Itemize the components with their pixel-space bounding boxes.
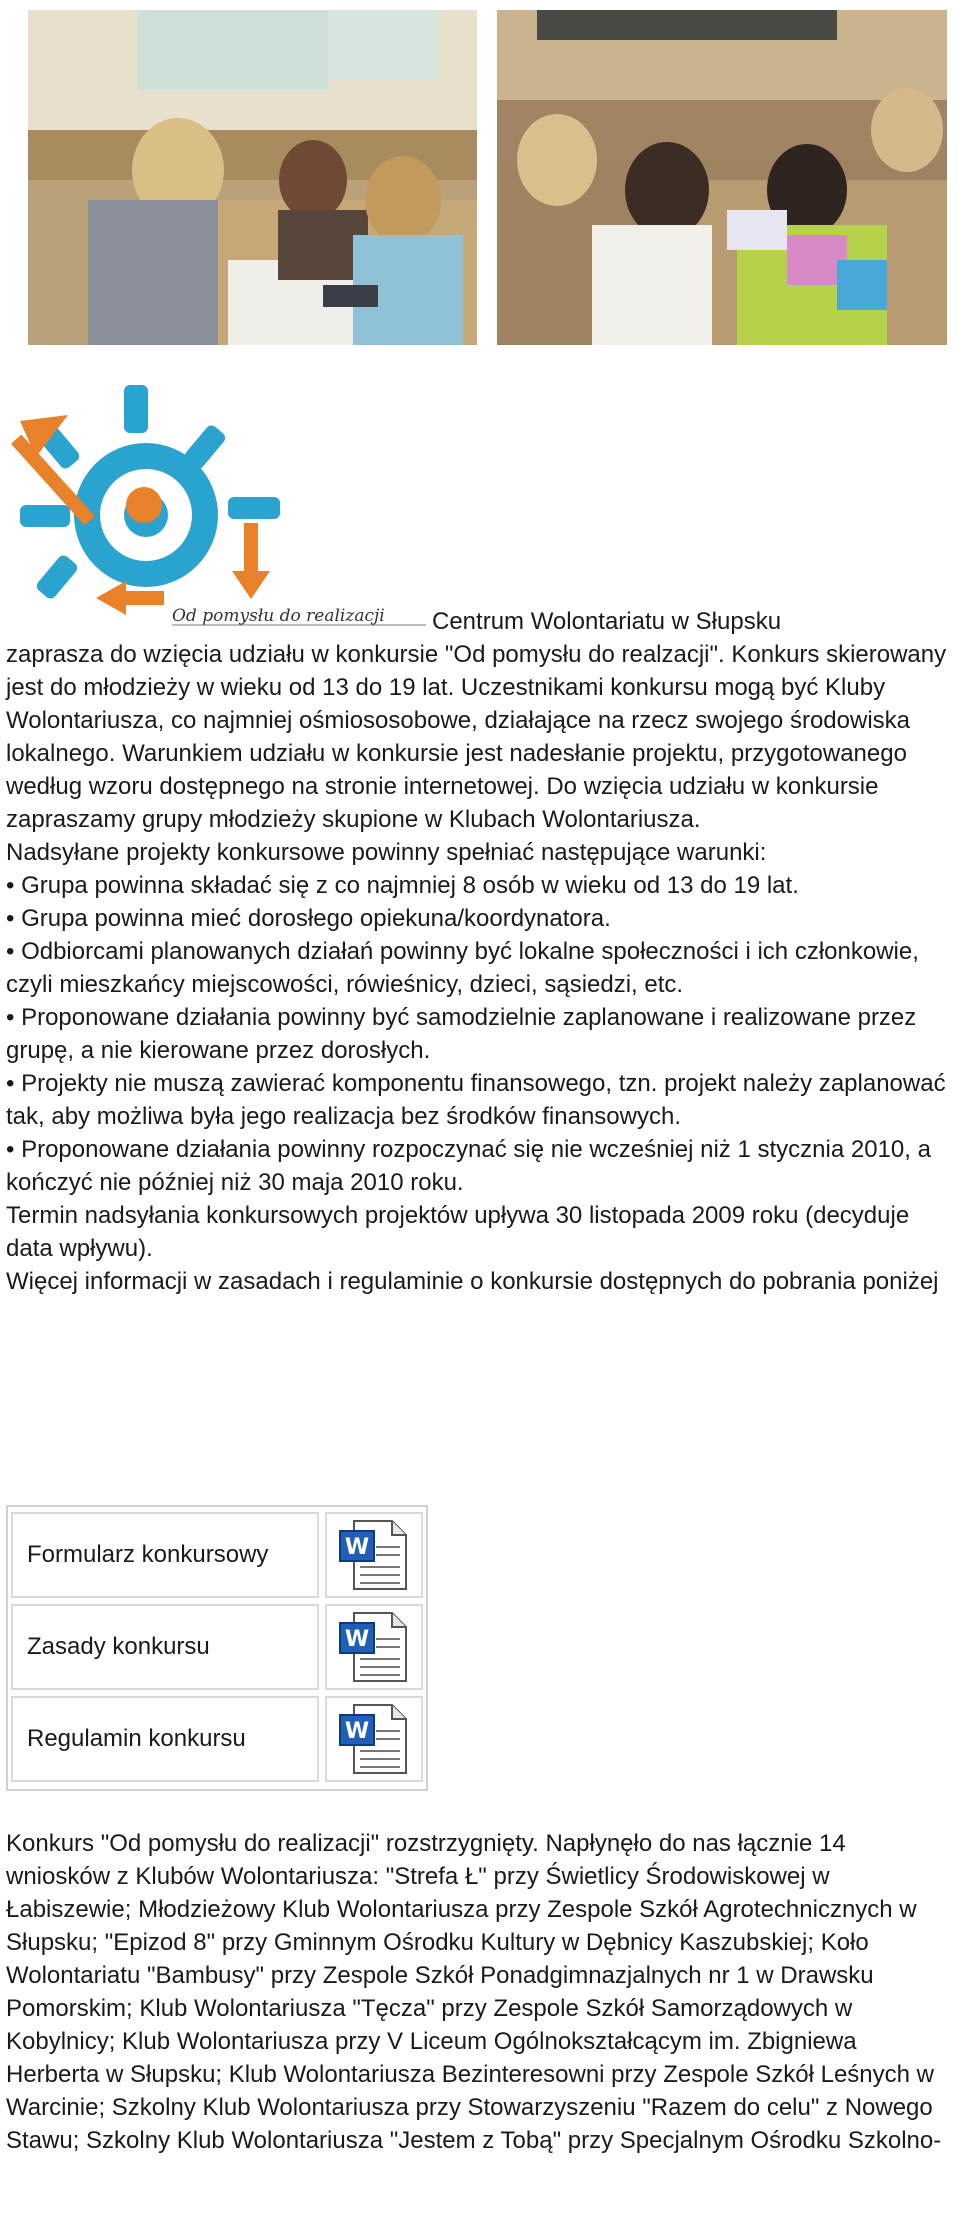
downloads-table <box>6 1505 428 1791</box>
download-link-formularz[interactable] <box>325 1512 423 1598</box>
condition-item: • Projekty nie muszą zawierać komponentu finansowego, tzn. projekt należy zaplanować tak, aby możliwa była jego realizacja bez środków finansowych. <box>6 1070 946 1130</box>
photo-students-table <box>497 10 947 345</box>
logo-caption: Od pomysłu do realizacji <box>172 606 385 626</box>
download-row-zasady <box>11 1604 423 1690</box>
intro-lead: Centrum Wolontariatu w Słupsku <box>432 608 782 635</box>
condition-item: • Proponowane działania powinny rozpoczynać się nie wcześniej niż 1 stycznia 2010, a kończyć nie później niż 30 maja 2010 roku. <box>6 1136 931 1196</box>
svg-text:W: W <box>344 1719 370 1744</box>
deadline-text: Termin nadsyłania konkursowych projektów upływa 30 listopada 2009 roku (decyduje data wpływu). <box>6 1202 910 1262</box>
download-label: Regulamin konkursu <box>11 1696 319 1782</box>
condition-item: • Grupa powinna składać się z co najmniej 8 osób w wieku od 13 do 19 lat. <box>6 872 799 899</box>
intro-paragraph: zaprasza do wzięcia udziału w konkursie "Od pomysłu do realzacji". Konkurs skierowany jest do młodzieży w wieku od 13 do 19 lat. Uczestnikami konkursu mogą być Kluby Wolontariusza, co najmniej ośmiososobowe, działające na rzecz swojego środowiska lokalnego. Warunkiem udziału w konkursie jest nadesłanie projektu, przygotowanego według wzoru dostępnego na stronie internetowej. Do wzięcia udziału w konkursie zapraszamy grupy młodzieży skupione w Klubach Wolontariusza. <box>6 641 947 833</box>
download-row-formularz <box>11 1512 423 1598</box>
condition-item: • Grupa powinna mieć dorosłego opiekuna/koordynatora. <box>6 905 611 932</box>
download-row-regulamin <box>11 1696 423 1782</box>
main-content <box>6 638 952 1298</box>
result-paragraph: Konkurs "Od pomysłu do realizacji" rozstrzygnięty. Napłynęło do nas łącznie 14 wniosków z Klubów Wolontariusza: "Strefa Ł" przy Świetlicy Środowiskowej w Łabiszewie; Młodzieżowy Klub Wolontariusza przy Zespole Szkół Agrotechnicznych w Słupsku; "Epizod 8" przy Gminnym Ośrodku Kultury w Dębnicy Kaszubskiej; Koło Wolontariatu "Bambusy" przy Zespole Szkół Ponadgimnazjalnych nr 1 w Drawsku Pomorskim; Klub Wolontariusza "Tęcza" przy Zespole Szkół Samorządowych w Kobylnicy; Klub Wolontariusza przy V Liceum Ogólnokształcącym im. Zbigniewa Herberta w Słupsku; Klub Wolontariusza Bezinteresowni przy Zespole Szkół Leśnych w Warcinie; Szkolny Klub Wolontariusza przy Stowarzyszeniu "Razem do celu" z Nowego Stawu; Szkolny Klub Wolontariusza "Jestem z Tobą" przy Specjalnym Ośrodku Szkolno- <box>6 1830 942 2154</box>
photo-students-desks <box>28 10 477 345</box>
condition-item: • Odbiorcami planowanych działań powinny być lokalne społeczności i ich członkowie, czyli mieszkańcy miejscowości, rówieśnicy, dzieci, sąsiedzi, etc. <box>6 938 919 998</box>
word-document-icon <box>336 1609 412 1685</box>
svg-text:W: W <box>344 1627 370 1652</box>
result-content <box>6 1827 952 2157</box>
svg-text:W: W <box>344 1535 370 1560</box>
conditions-heading: Nadsyłane projekty konkursowe powinny spełniać następujące warunki: <box>6 839 767 866</box>
download-label: Formularz konkursowy <box>11 1512 319 1598</box>
od-pomyslu-logo <box>6 385 436 635</box>
word-document-icon <box>336 1517 412 1593</box>
condition-item: • Proponowane działania powinny być samodzielnie zaplanowane i realizowane przez grupę, a nie kierowane przez dorosłych. <box>6 1004 917 1064</box>
download-link-zasady[interactable] <box>325 1604 423 1690</box>
word-document-icon <box>336 1701 412 1777</box>
download-label: Zasady konkursu <box>11 1604 319 1690</box>
more-info-text: Więcej informacji w zasadach i regulaminie o konkursie dostępnych do pobrania poniżej <box>6 1268 939 1295</box>
download-link-regulamin[interactable] <box>325 1696 423 1782</box>
